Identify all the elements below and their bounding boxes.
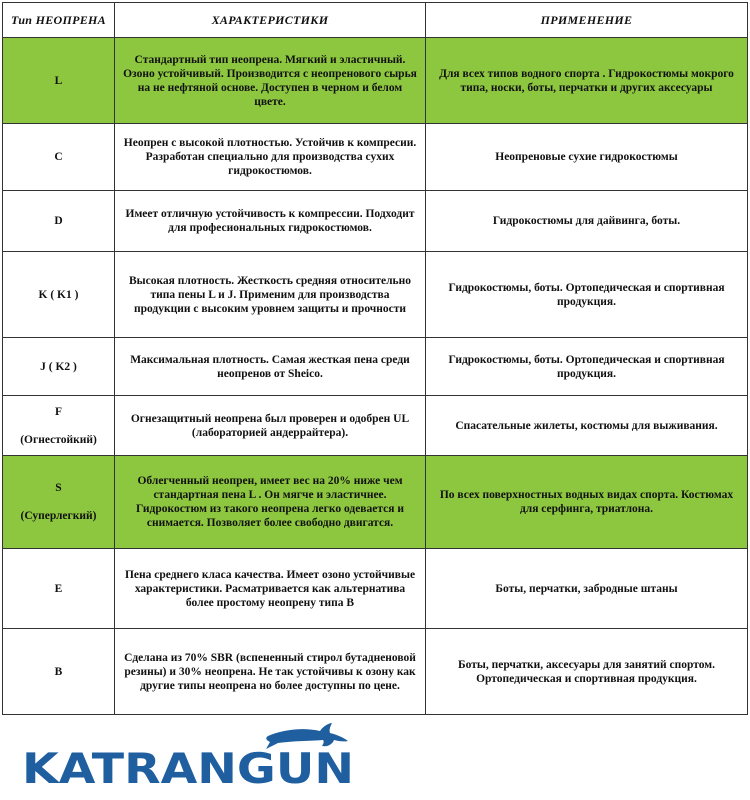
header-row xyxy=(3,3,748,38)
cell-type xyxy=(3,124,115,191)
cell-desc: Имеет отличную устойчивость к компрессии. Подходит для професиональных гидрокостюмов. xyxy=(115,191,426,252)
neoprene-table xyxy=(2,2,748,715)
type-code: J ( K2 ) xyxy=(40,360,77,373)
type-code: L xyxy=(54,74,63,87)
cell-type xyxy=(3,38,115,124)
table-row xyxy=(3,629,748,715)
type-code: C xyxy=(54,151,63,163)
type-code: S xyxy=(55,482,62,494)
cell-type xyxy=(3,629,115,715)
type-code: K ( K1 ) xyxy=(38,288,79,301)
cell-use: Гидрокостюмы для дайвинга, боты. xyxy=(426,191,748,252)
cell-use: По всех поверхностных водных видах спорта. Костюмах для серфинга, триатлона. xyxy=(426,456,748,549)
type-code: D xyxy=(54,215,63,227)
header-application: ПРИМЕНЕНИЕ xyxy=(426,3,748,38)
cell-use: Гидрокостюмы, боты. Ортопедическая и спортивная продукция. xyxy=(426,338,748,396)
cell-type xyxy=(3,191,115,252)
cell-desc: Сделана из 70% SBR (вспененный стирол бутадненовой резины) и 30% неопрена. Не так устойчивы к озону как другие типы неопрена но более доступны по цене. xyxy=(115,629,426,715)
header-type: Тип НЕОПРЕНА xyxy=(3,3,115,38)
cell-desc: Пена среднего класа качества. Имеет озоно устойчивые характеристики. Расматривается как альтернатива более простому неопрену типа B xyxy=(115,549,426,629)
type-code: F xyxy=(54,405,63,418)
cell-use: Гидрокостюмы, боты. Ортопедическая и спортивная продукция. xyxy=(426,252,748,338)
cell-type xyxy=(3,338,115,396)
table-row xyxy=(3,396,748,456)
table-row xyxy=(3,549,748,629)
cell-desc: Стандартный тип неопрена. Мягкий и эластичный. Озоно устойчивый. Производится с неопренового сырья на не нефтяной основе. Доступен в черном и белом цвете. xyxy=(115,38,426,124)
header-characteristics: ХАРАКТЕРИСТИКИ xyxy=(115,3,426,38)
cell-desc: Высокая плотность. Жесткость средняя относительно типа пены L и J. Применим для производства продукции с высоким уровнем защиты и прочности xyxy=(115,252,426,338)
type-code: E xyxy=(54,582,63,595)
type-note: (Суперлегкий) xyxy=(20,510,97,522)
type-note: (Огнестойкий) xyxy=(20,433,97,446)
cell-use: Боты, перчатки, забродные штаны xyxy=(426,549,748,629)
table-row xyxy=(3,124,748,191)
cell-desc: Максимальная плотность. Самая жесткая пена среди неопренов от Sheico. xyxy=(115,338,426,396)
cell-use: Для всех типов водного спорта . Гидрокостюмы мокрого типа, носки, боты, перчатки и других аксесуары xyxy=(426,38,748,124)
table-row xyxy=(3,338,748,396)
type-code: B xyxy=(54,665,63,678)
table-row xyxy=(3,252,748,338)
table-row xyxy=(3,191,748,252)
cell-type xyxy=(3,396,115,456)
table-row xyxy=(3,38,748,124)
cell-type xyxy=(3,252,115,338)
cell-desc: Неопрен с высокой плотностью. Устойчив к компресии. Разработан специально для производства сухих гидрокостюмов. xyxy=(115,124,426,191)
logo-text: KATRANGUN xyxy=(22,744,354,793)
cell-type xyxy=(3,549,115,629)
cell-use: Боты, перчатки, аксесуары для занятий спортом. Ортопедическая и спортивная продукция. xyxy=(426,629,748,715)
katrangun-logo-graphic xyxy=(20,723,360,793)
table-row xyxy=(3,456,748,549)
katrangun-logo xyxy=(20,723,360,793)
cell-desc: Облегченный неопрен, имеет вес на 20% ниже чем стандартная пена L . Он мягче и эластичнее. Гидрокостюм из такого неопрена легко одевается и снимается. Позволяет более свободно двигатся. xyxy=(115,456,426,549)
cell-desc: Огнезащитный неопрена был проверен и одобрен UL (лабораторией андеррайтера). xyxy=(115,396,426,456)
cell-use: Неопреновые сухие гидрокостюмы xyxy=(426,124,748,191)
cell-use: Спасательные жилеты, костюмы для выживания. xyxy=(426,396,748,456)
cell-type xyxy=(3,456,115,549)
